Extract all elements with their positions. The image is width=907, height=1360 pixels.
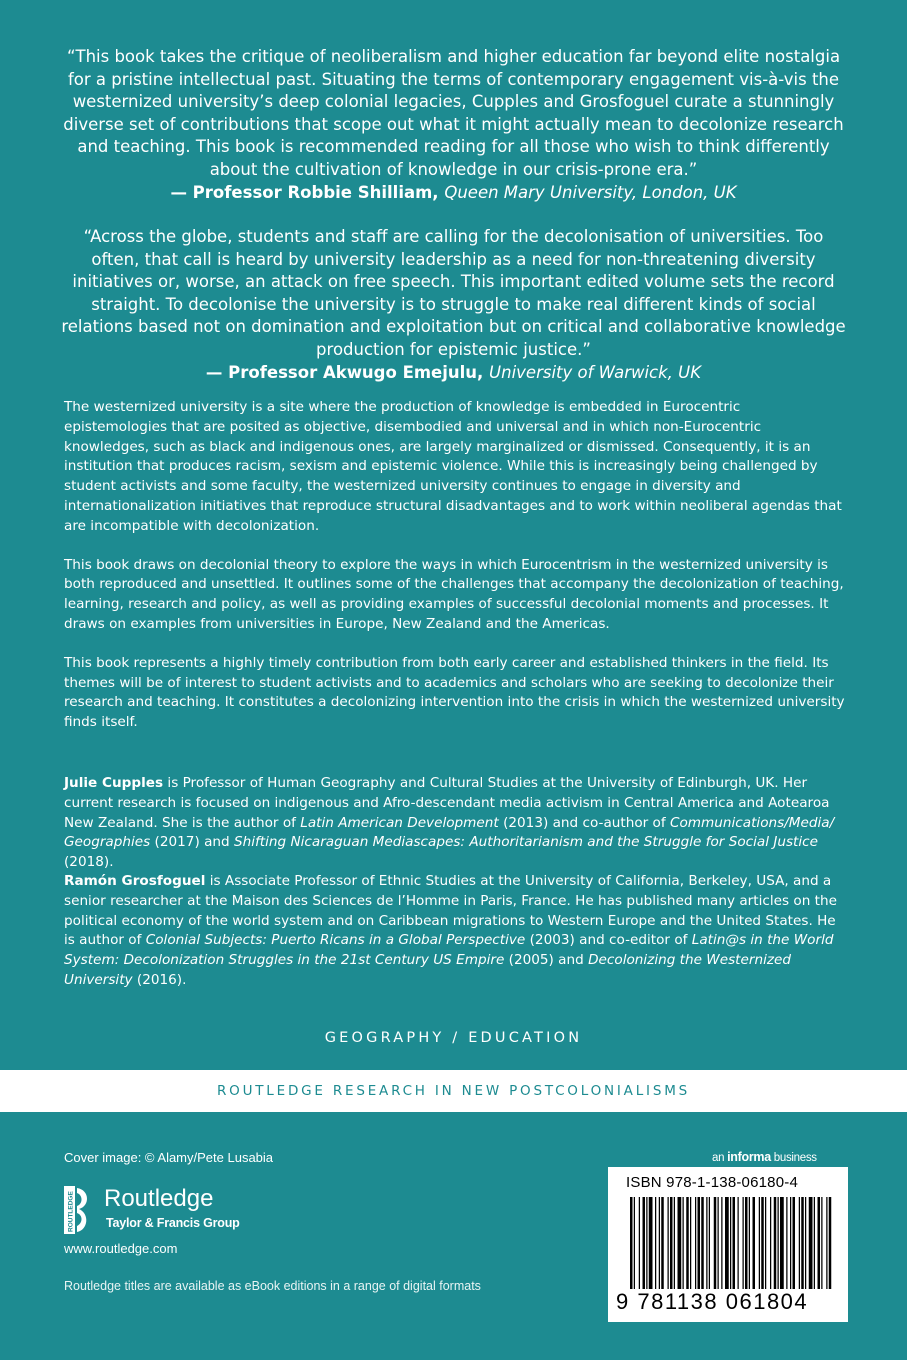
- barcode-bar: [818, 1197, 821, 1289]
- quote-text: “This book takes the critique of neoliberalism and higher education far beyond elite nostalgia for a pristine intellectual past. Situating the terms of contemporary engagement vis-à-vis the westernized university’s deep colonial legacies, Cupples and Grosfoguel curate a stunningly diverse set of contributions that scope out what it might actually mean to decolonize research and teaching. This book is recommended reading for all those who wish to think differently about the cultivation of knowledge in our crisis-prone era.”: [63, 47, 844, 179]
- barcode-bar: [770, 1197, 771, 1289]
- barcode-icon: [616, 1197, 840, 1291]
- bio-text: (2013) and co-author of: [498, 814, 670, 831]
- bio-book-title: Latin American Development: [300, 814, 499, 831]
- barcode-bar: [670, 1197, 673, 1289]
- bio-text: (2016).: [132, 971, 187, 988]
- barcode-bar: [749, 1197, 750, 1289]
- description-paragraph: This book represents a highly timely contribution from both early career and established thinkers in the field. Its themes will be of interest to student activists and to academics and scholars who are seeking to decolonize their research and teaching. It constitutes a decolonizing intervention into the crisis in which the westernized university finds itself.: [64, 654, 845, 731]
- logo-vertical-text: ROUTLEDGE: [67, 1191, 75, 1232]
- subject-category: GEOGRAPHY / EDUCATION: [324, 1030, 583, 1046]
- barcode-bar: [778, 1197, 779, 1289]
- barcode-bar: [821, 1197, 822, 1289]
- bio-text: (2017) and: [150, 834, 234, 851]
- bio-text: (2018).: [64, 854, 114, 871]
- ean-digits: 9 781138 061804: [616, 1289, 809, 1314]
- barcode-bar: [743, 1197, 744, 1289]
- barcode-bar: [738, 1197, 739, 1289]
- bio-cupples: [64, 774, 846, 873]
- barcode-bar: [659, 1197, 660, 1289]
- barcode-bar: [690, 1197, 691, 1289]
- cover-credit: Cover image: © Alamy/Pete Lusabia: [64, 1150, 274, 1165]
- bio-text: is Associate Professor of Ethnic Studies at the University of California, Berkeley, USA, and a senior researcher at the Maison des Sciences de l’Homme in Paris, France. He has published many articles on the political economy of the world system and on Caribbean migrations to Western Europe and the United States. He is author of: [64, 873, 837, 949]
- informa-prefix: an: [712, 1152, 725, 1164]
- barcode-bar: [809, 1197, 813, 1289]
- barcode-bar: [661, 1197, 664, 1289]
- barcode-bar: [649, 1197, 653, 1289]
- barcode-bar: [709, 1197, 710, 1289]
- publisher-group: Taylor & Francis Group: [106, 1216, 240, 1230]
- description-paragraph: This book draws on decolonial theory to explore the ways in which Eurocentrism in the westernized university is both reproduced and unsettled. It outlines some of the challenges that accompany the decolonization of teaching, learning, research and policy, as well as providing examples of successful decolonial moments and processes. It draws on examples from universities in Europe, New Zealand and the Americas.: [64, 556, 844, 632]
- barcode-bar: [799, 1197, 800, 1289]
- barcode-bar: [668, 1197, 669, 1289]
- barcode-bar: [674, 1197, 675, 1289]
- barcode-bar: [801, 1197, 804, 1289]
- informa-business: [712, 1150, 817, 1164]
- barcode-bar: [695, 1197, 696, 1289]
- bio-name: Ramón Grosfoguel: [64, 873, 206, 889]
- book-description: [64, 398, 846, 752]
- barcode-bar: [646, 1197, 647, 1289]
- bio-book-title: Latin@s in the World System: Decolonization Struggles in the 21st Century US Empire: [64, 932, 834, 969]
- barcode-bar: [630, 1197, 633, 1289]
- quote-text: “Across the globe, students and staff are calling for the decolonisation of universities. Too often, that call is heard by university leadership as a need for non-threatening diversity initiatives or, worse, an attack on free speech. This important edited volume sets the record straight. To decolonise the university is to struggle to make real different kinds of social relations based not on domination and exploitation but on critical and collaborative knowledge production for epistemic justice.”: [61, 227, 846, 359]
- bio-text: (2003) and co-editor of: [525, 932, 692, 949]
- routledge-logo: [64, 1186, 254, 1234]
- barcode-bar: [721, 1197, 722, 1289]
- series-title: ROUTLEDGE RESEARCH IN NEW POSTCOLONIALISMS: [216, 1083, 691, 1099]
- barcode-bar: [765, 1197, 766, 1289]
- barcode-bar: [814, 1197, 815, 1289]
- series-band: [0, 1070, 907, 1112]
- barcode-bar: [774, 1197, 777, 1289]
- quote-shilliam: [60, 46, 847, 204]
- bio-book-title: Communications/Media/ Geographies: [64, 814, 835, 851]
- routledge-mark-icon: [64, 1186, 90, 1234]
- barcode-bar: [753, 1197, 756, 1289]
- bio-book-title: Decolonizing the Westernized University: [64, 952, 791, 988]
- barcode-bar: [761, 1197, 764, 1289]
- quote-attribution: [60, 182, 847, 205]
- barcode-bar: [805, 1197, 806, 1289]
- barcode-bar: [829, 1197, 832, 1289]
- barcode-bar: [793, 1197, 796, 1289]
- barcode-bar: [790, 1197, 791, 1289]
- informa-suffix: business: [773, 1152, 817, 1164]
- quote-affiliation: Queen Mary University, London, UK: [444, 182, 737, 202]
- quote-attribution: [60, 362, 847, 385]
- barcode-bar: [701, 1197, 704, 1289]
- quote-author: — Professor Robbie Shilliam,: [170, 182, 439, 202]
- publisher-website[interactable]: www.routledge.com: [64, 1241, 178, 1256]
- informa-brand: informa: [727, 1150, 771, 1164]
- bio-book-title: Shifting Nicaraguan Mediascapes: Authoritarianism and the Struggle for Social Justice: [233, 834, 818, 851]
- barcode-bar: [786, 1197, 787, 1289]
- quote-author: — Professor Akwugo Emejulu,: [205, 362, 484, 382]
- barcode-bar: [678, 1197, 682, 1289]
- quote-emejulu: [60, 226, 847, 384]
- ebook-note: Routledge titles are available as eBook editions in a range of digital formats: [64, 1279, 481, 1293]
- isbn: ISBN 978-1-138-06180-4: [626, 1174, 799, 1191]
- barcode-bar: [718, 1197, 719, 1289]
- barcode-bar: [634, 1197, 635, 1289]
- barcode-bar: [730, 1197, 731, 1289]
- quote-affiliation: University of Warwick, UK: [489, 362, 702, 382]
- description-paragraph: The westernized university is a site where the production of knowledge is embedded in Eurocentric epistemologies that are posited as objective, disembodied and universal and in which non-Eurocentric knowledges, such as black and indigenous ones, are largely marginalized or dismissed. Consequently, it is an institution that produces racism, sexism and epistemic violence. While this is increasingly being challenged by student activists and some faculty, the westernized university continues to engage in diversity and internationalization initiatives that reproduce structural disadvantages and to work within neoliberal agendas that are incompatible with decolonization.: [64, 399, 842, 534]
- publisher-name: Routledge: [104, 1185, 214, 1212]
- barcode-bar: [826, 1197, 827, 1289]
- barcode-bar: [686, 1197, 689, 1289]
- barcode-bar: [759, 1197, 760, 1289]
- barcode-bar: [655, 1197, 656, 1289]
- barcode-bar: [683, 1197, 684, 1289]
- barcode-bar: [639, 1197, 640, 1289]
- barcode-bar: [706, 1197, 707, 1289]
- bio-book-title: Colonial Subjects: Puerto Ricans in a Global Perspective: [145, 932, 526, 949]
- bio-name: Julie Cupples: [64, 775, 164, 791]
- barcode-bar: [733, 1197, 736, 1289]
- barcode-bar: [643, 1197, 646, 1289]
- barcode-box: [608, 1167, 848, 1322]
- bio-text: is Professor of Human Geography and Cultural Studies at the University of Edinburgh, UK. Her current research is focused on indigenous and Afro-descendant media activism in Central America and Aotearoa New Zealand. She is the author of: [64, 775, 830, 831]
- barcode-bar: [780, 1197, 784, 1289]
- bio-grosfoguel: [64, 872, 846, 991]
- barcode-bar: [745, 1197, 748, 1289]
- barcode-bar: [725, 1197, 729, 1289]
- barcode-bar: [698, 1197, 701, 1289]
- barcode-bar: [714, 1197, 717, 1289]
- bio-text: (2005) and: [504, 952, 589, 969]
